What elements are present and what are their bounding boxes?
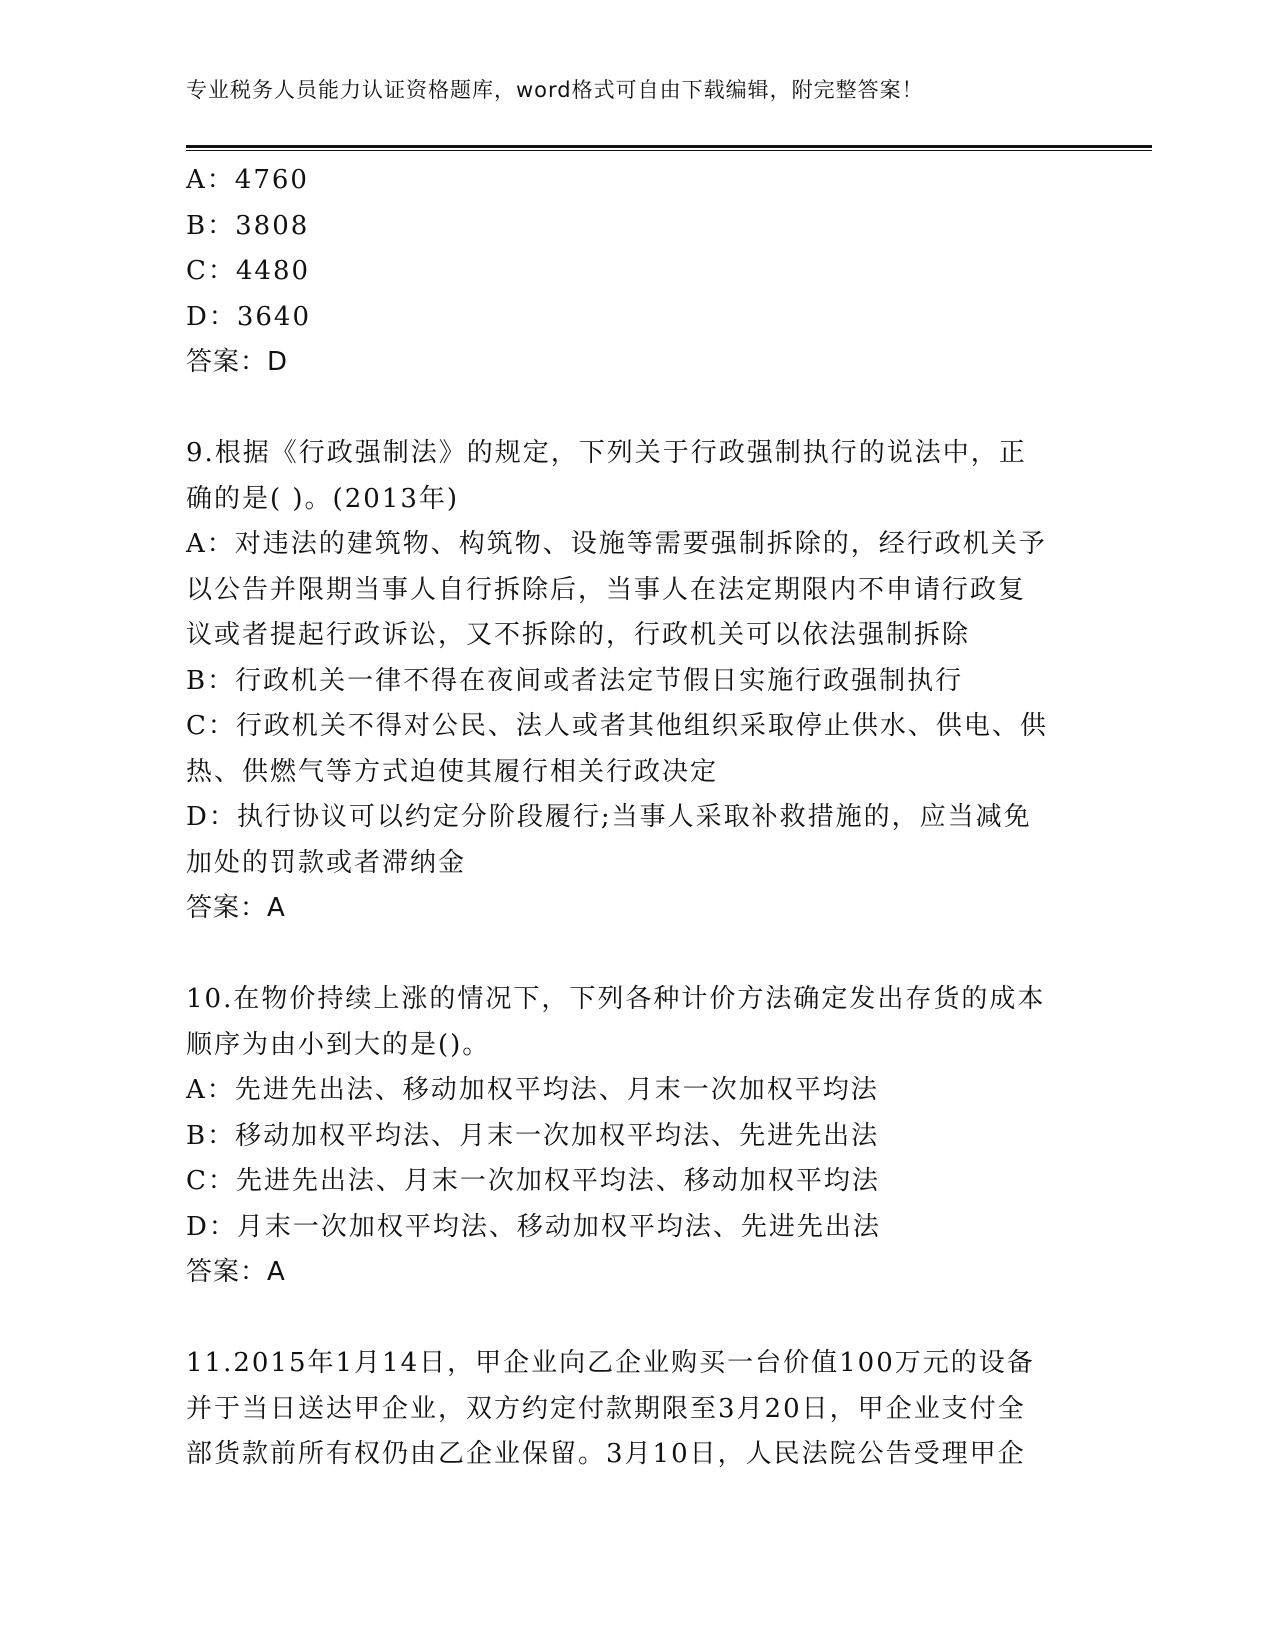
option-b: B：移动加权平均法、月末一次加权平均法、先进先出法: [186, 1120, 880, 1151]
page-header: 专业税务人员能力认证资格题库，word格式可自由下载编辑，附完整答案！: [186, 78, 924, 102]
option-c: C：4480: [186, 256, 311, 286]
option-d: D：月末一次加权平均法、移动加权平均法、先进先出法: [186, 1211, 881, 1242]
question-stem: 部货款前所有权仍由乙企业保留。3月10日，人民法院公告受理甲企: [186, 1439, 1026, 1469]
option-d: D：3640: [186, 301, 312, 332]
option-a: A：4760: [186, 165, 309, 195]
option-a: 议或者提起行政诉讼，又不拆除的，行政机关可以依法强制拆除: [186, 620, 971, 650]
question-stem: 确的是( )。(2013年): [186, 483, 460, 514]
question-10: [186, 977, 1086, 1296]
option-a: A：先进先出法、移动加权平均法、月末一次加权平均法: [186, 1075, 879, 1105]
option-b: B：行政机关一律不得在夜间或者法定节假日实施行政强制执行: [186, 665, 964, 696]
option-b: B：3808: [186, 210, 310, 241]
question-stem: 并于当日送达甲企业，双方约定付款期限至3月20日，甲企业支付全: [186, 1393, 1026, 1424]
question-8: [186, 158, 1086, 386]
option-d: D：执行协议可以约定分阶段履行;当事人采取补救措施的，应当减免: [186, 802, 1032, 832]
question-stem: 11.2015年1月14日，甲企业向乙企业购买一台价值100万元的设备: [186, 1348, 1035, 1378]
option-d: 加处的罚款或者滞纳金: [186, 847, 467, 878]
question-9: [186, 431, 1086, 932]
option-c: C：先进先出法、月末一次加权平均法、移动加权平均法: [186, 1166, 880, 1196]
question-content: [186, 158, 1086, 1478]
option-a: A：对违法的建筑物、构筑物、设施等需要强制拆除的，经行政机关予: [186, 529, 1047, 559]
question-stem: 10.在物价持续上涨的情况下，下列各种计价方法确定发出存货的成本: [186, 984, 1046, 1014]
answer: 答案：A: [186, 1257, 286, 1287]
question-stem: 9.根据《行政强制法》的规定，下列关于行政强制执行的说法中，正: [186, 438, 1027, 468]
option-a: 以公告并限期当事人自行拆除后，当事人在法定期限内不申请行政复: [186, 574, 1027, 605]
answer: 答案：A: [186, 893, 286, 923]
option-c: C：行政机关不得对公民、法人或者其他组织采取停止供水、供电、供: [186, 711, 1048, 741]
option-c: 热、供燃气等方式迫使其履行相关行政决定: [186, 756, 719, 787]
question-stem: 顺序为由小到大的是()。: [186, 1029, 491, 1060]
header-rule: [186, 145, 1152, 151]
question-11: [186, 1341, 1086, 1478]
answer: 答案：D: [186, 347, 289, 377]
